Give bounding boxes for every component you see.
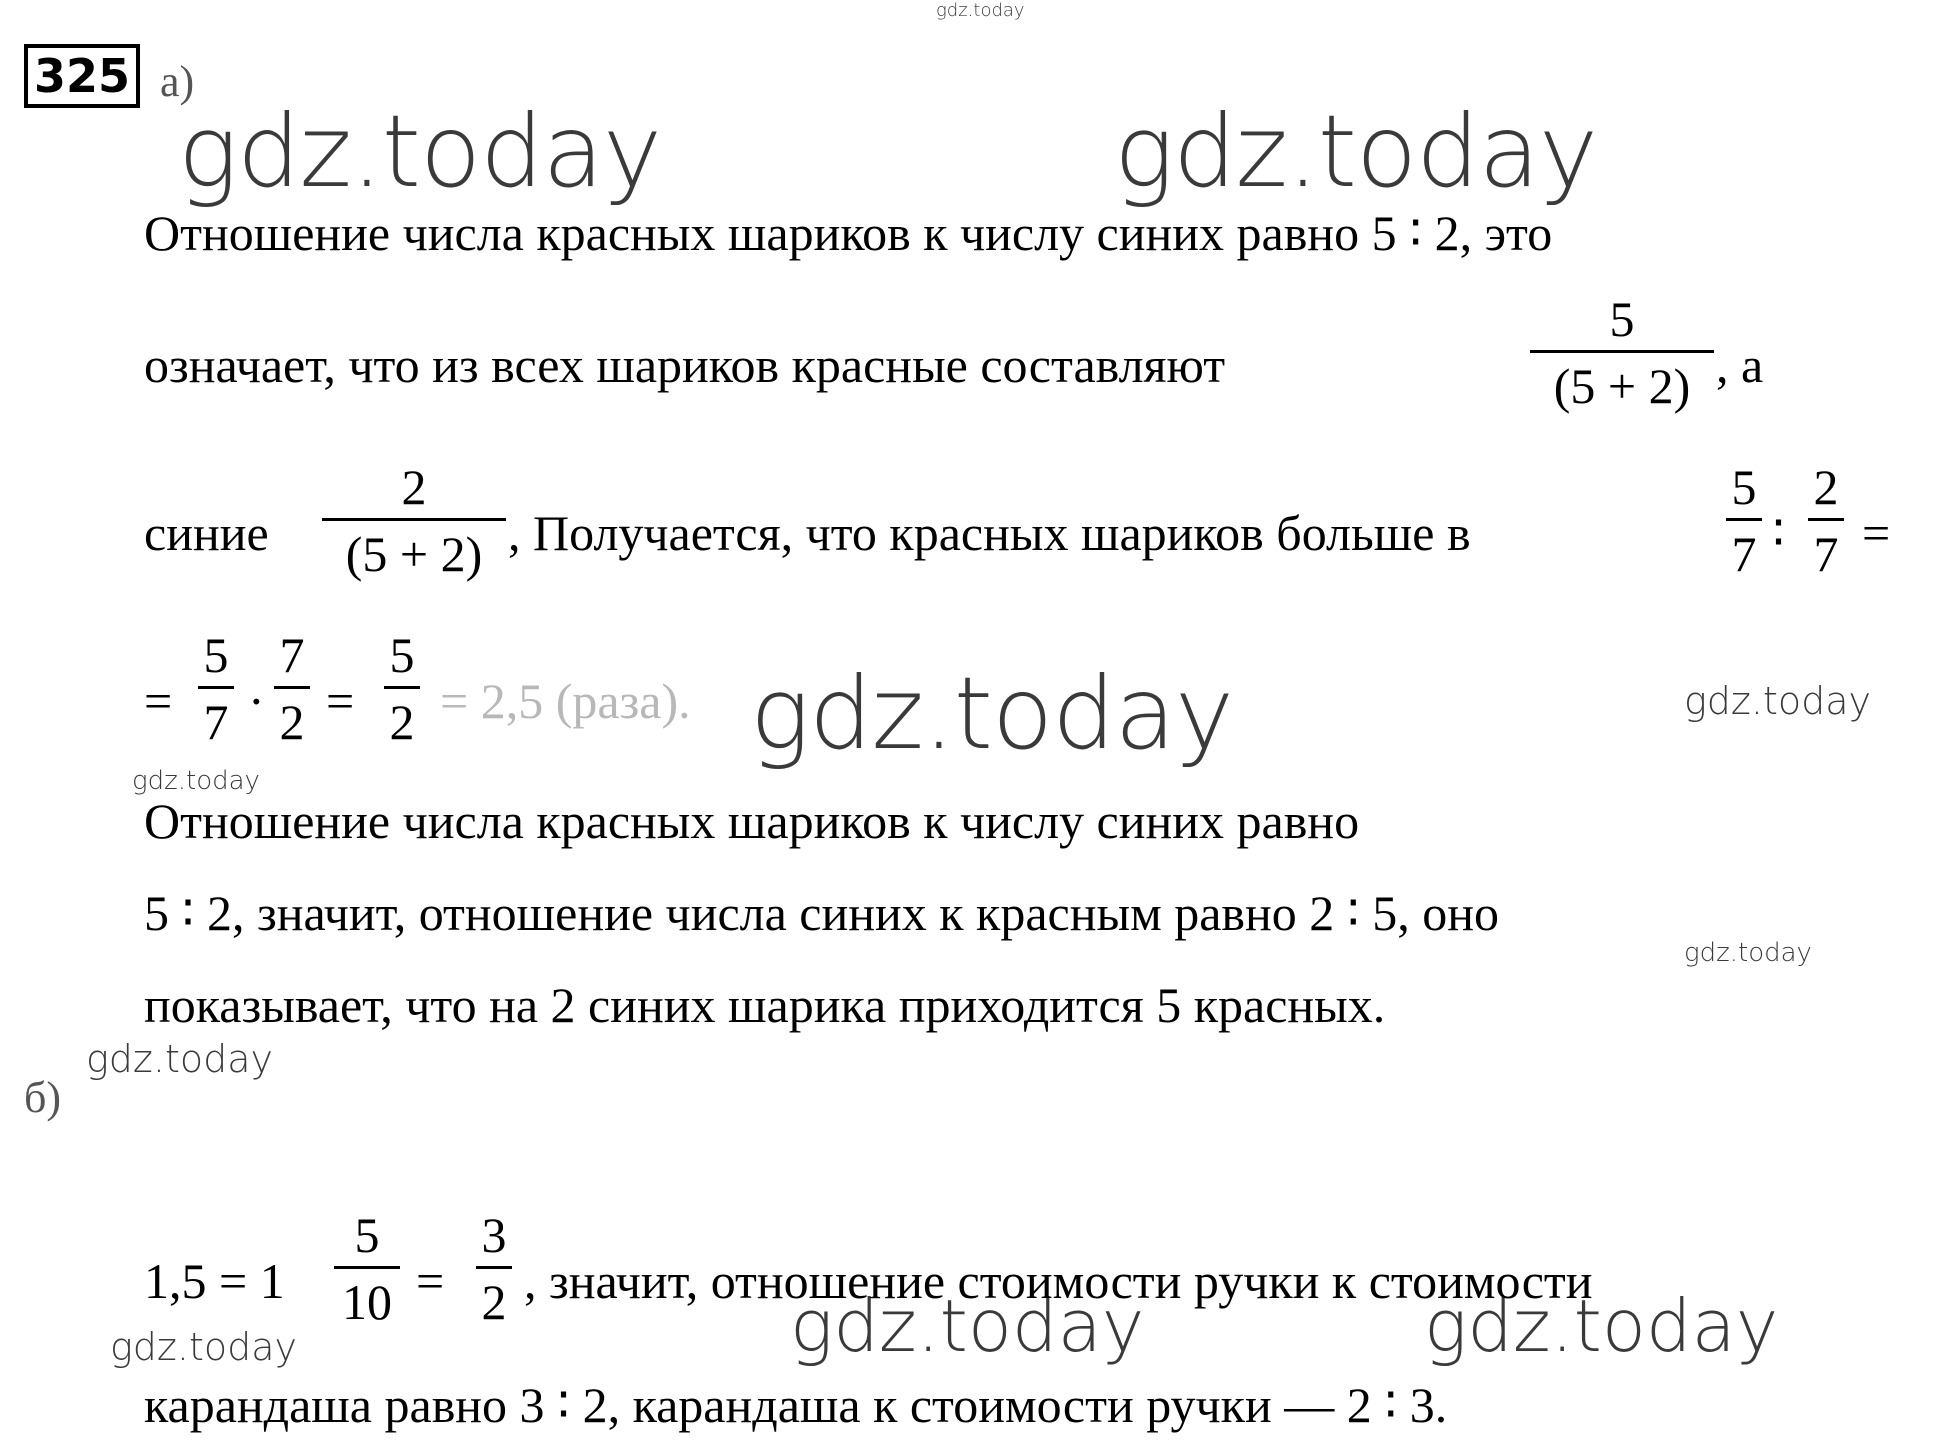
problem-number: 325: [24, 44, 140, 108]
fraction-blue-share: [322, 459, 506, 582]
fraction-numerator: 2: [401, 459, 427, 515]
part-a-line-1: Отношение числа красных шариков к числу синих равно 5 ∶ 2, это: [144, 205, 1553, 261]
equals-sign: =: [144, 673, 173, 729]
watermark-large-middle: gdz.today: [750, 655, 1234, 772]
fraction-two-sevenths: [1808, 459, 1844, 582]
watermark-bottom-middle: gdz.today: [790, 1284, 1145, 1368]
fraction-bar: [1530, 350, 1714, 353]
watermark-bottom-right: gdz.today: [1424, 1284, 1779, 1368]
watermark-right-2: gdz.today: [1684, 938, 1812, 968]
fraction-denominator: 2: [279, 694, 305, 750]
part-a-line-6: 5 ∶ 2, значит, отношение числа синих к красным равно 2 ∶ 5, оно: [144, 885, 1500, 941]
fraction-denominator: 10: [342, 1274, 392, 1330]
fraction-numerator: 3: [481, 1207, 507, 1263]
watermark-left-2: gdz.today: [86, 1037, 273, 1081]
watermark-large-right: gdz.today: [1114, 93, 1598, 210]
part-a-line-4-result: = 2,5 (раза).: [440, 673, 691, 729]
fraction-bar: [476, 1266, 512, 1269]
fraction-numerator: 5: [203, 627, 229, 683]
fraction-numerator: 5: [1731, 459, 1757, 515]
equals-sign: =: [416, 1253, 445, 1309]
fraction-denominator: 7: [203, 694, 229, 750]
part-a-line-2-text: означает, что из всех шариков красные составляют: [144, 337, 1226, 393]
part-a-line-3-text: синие: [144, 505, 269, 561]
part-a-line-5: Отношение числа красных шариков к числу синих равно: [144, 793, 1360, 849]
mixed-fraction-part: [334, 1207, 400, 1330]
multiply-dot: ·: [248, 673, 265, 729]
part-b-line-1-lead: 1,5 = 1: [144, 1253, 285, 1309]
fraction-bar: [334, 1266, 400, 1269]
fraction-bar: [384, 686, 420, 689]
fraction-denominator: 2: [481, 1274, 507, 1330]
fraction-bar: [1726, 518, 1762, 521]
fraction-numerator: 7: [279, 627, 305, 683]
fraction-denominator: (5 + 2): [345, 526, 483, 582]
part-b-line-1-tail: , значит, отношение стоимости ручки к стоимости: [524, 1253, 1593, 1309]
fraction-five-sevenths: [1726, 459, 1762, 582]
part-a-line-7: показывает, что на 2 синих шарика приходится 5 красных.: [144, 977, 1386, 1033]
watermark-left-1: gdz.today: [132, 766, 260, 796]
fraction-bar: [1808, 518, 1844, 521]
equals-sign: =: [326, 673, 355, 729]
watermark-top: gdz.today: [936, 0, 1025, 21]
fraction-bar: [274, 686, 310, 689]
watermark-large-left: gdz.today: [178, 93, 662, 210]
watermark-bottom-left: gdz.today: [110, 1325, 297, 1369]
fraction-denominator: 7: [1731, 526, 1757, 582]
fraction-denominator: 2: [389, 694, 415, 750]
fraction-numerator: 5: [354, 1207, 380, 1263]
fraction-five-sevenths: [198, 627, 234, 750]
fraction-five-halves: [384, 627, 420, 750]
colon-sign: ∶: [1772, 505, 1786, 561]
fraction-seven-halves: [274, 627, 310, 750]
watermark-right-1: gdz.today: [1684, 679, 1871, 723]
part-a-label: а): [160, 57, 195, 106]
part-b-line-2: карандаша равно 3 ∶ 2, карандаша к стоимости ручки — 2 ∶ 3.: [144, 1377, 1448, 1433]
fraction-denominator: (5 + 2): [1553, 358, 1691, 414]
part-a-line-2-tail: , а: [1716, 337, 1764, 393]
fraction-numerator: 5: [389, 627, 415, 683]
fraction-bar: [198, 686, 234, 689]
part-b-label: б): [24, 1073, 62, 1122]
fraction-three-halves: [476, 1207, 512, 1330]
fraction-numerator: 2: [1813, 459, 1839, 515]
fraction-bar: [322, 518, 506, 521]
part-a-line-3-mid: , Получается, что красных шариков больше в: [508, 505, 1471, 561]
fraction-denominator: 7: [1813, 526, 1839, 582]
equals-sign: =: [1862, 505, 1891, 561]
fraction-numerator: 5: [1609, 291, 1635, 347]
fraction-red-share: [1530, 291, 1714, 414]
